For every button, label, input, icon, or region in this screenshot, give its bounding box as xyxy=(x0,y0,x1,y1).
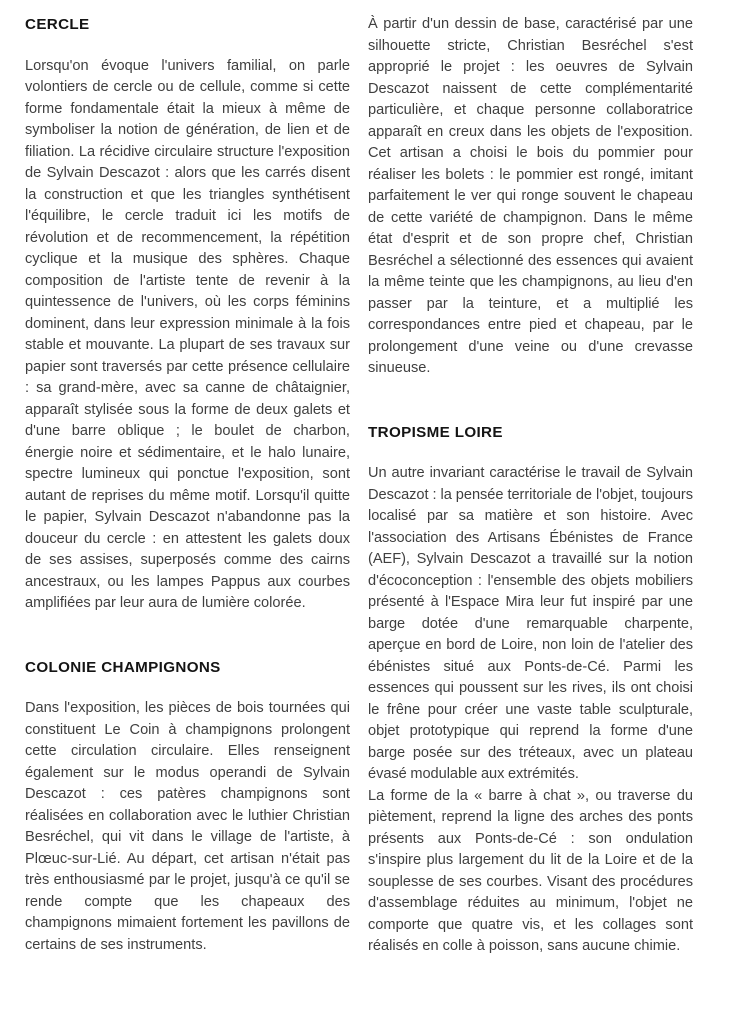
paragraph-cercle: Lorsqu'on évoque l'univers familial, on parle volontiers de cercle ou de cellule, comme si cette forme fondamentale était la mieux à même de symboliser la notion de génération, de lien et de filiation. La récidive circulaire structure l'exposition de Sylvain Descazot : alors que les carrés disent la construction et que les triangles synthétisent l'équilibre, le cercle traduit ici les motifs de révolution et de recommencement, la répétition cyclique et la musique des sphères. Chaque composition de l'artiste tente de revenir à la quintessence de l'univers, où les corps féminins dominent, dans leur expression minimale à la fois stable et mouvante. La plupart de ses travaux sur papier sont traversés par cette présence cellulaire : sa grand-mère, avec sa canne de châtaignier, apparaît stylisée sous la forme de deux galets et d'une barre oblique ; le boulet de charbon, énergie noire et sédimentaire, et le halo lunaire, spectre lumineux qui ponctue l'exposition, sont autant de reprises du même motif. Lorsqu'il quitte le papier, Sylvain Descazot n'abandonne pas la douceur du cercle : en attestent les galets doux de ses assises, superposés comme des cairns ancestraux, ou les lampes Pappus aux courbes amplifiées par leur aura de lumière colorée. xyxy=(25,57,350,611)
left-column xyxy=(25,14,350,956)
spacer xyxy=(25,678,350,698)
spacer xyxy=(368,443,693,463)
section-heading-tropisme-loire: TROPISME LOIRE xyxy=(368,423,503,441)
section-heading-colonie-champignons: COLONIE CHAMPIGNONS xyxy=(25,658,221,676)
paragraph-tropisme-loire-2: La forme de la « barre à chat », ou traverse du piètement, reprend la ligne des arches des ponts présents aux Ponts-de-Cé : son ondulation s'inspire plus largement du lit de la Loire et de la souplesse de ses courbes. Visant des procédures d'assemblage réduites au minimum, l'objet ne comporte que quatre vis, et les collages sont réalisés en colle à poisson, sans aucune chimie. xyxy=(368,787,693,954)
spacer xyxy=(25,36,350,56)
paragraph-tropisme-loire-1: Un autre invariant caractérise le travail de Sylvain Descazot : la pensée territoriale de l'objet, toujours localisé par sa matière et son histoire. Avec l'association des Artisans Ébénistes de France (AEF), Sylvain Descazot a travaillé sur la notion d'écoconception : l'ensemble des objets mobiliers présenté à l'Espace Mira leur fut inspiré par une barge dotée d'une remarquable charpente, aperçue en bord de Loire, non loin de l'atelier des ébénistes situé aux Ponts-de-Cé. Parmi les essences qui poussent sur les rives, ils ont choisi le frêne pour créer une vaste table sculpturale, objet prototypique qui reprend la forme d'une barge posée sur des tréteaux, avec un plateau évasé modulable aux extrémités. xyxy=(368,465,693,782)
spacer xyxy=(368,380,693,422)
right-column xyxy=(368,14,693,958)
paragraph-besrechel-continuation: À partir d'un dessin de base, caractérisé par une silhouette stricte, Christian Besréchel s'est approprié le projet : les oeuvres de Sylvain Descazot naissent de cette complémentarité particulière, et chaque personne collaboratrice apparaît en creux dans les objets de l'exposition. Cet artisan a choisi le bois du pommier pour réaliser les bolets : le pommier est rongé, imitant parfaitement le ver qui ronge souvent le chapeau de cette variété de champignon. Dans le même état d'esprit et de son propre chef, Christian Besréchel a sélectionné des essences qui avaient la même teinte que les champignons, au lieu d'en passer par la teinture, et a multiplié les correspondances entre pied et chapeau, par le prolongement d'une veine ou d'une crevasse sinueuse. xyxy=(368,16,693,376)
section-heading-cercle: CERCLE xyxy=(25,16,90,33)
paragraph-colonie-champignons: Dans l'exposition, les pièces de bois tournées qui constituent Le Coin à champignons prolongent cette circulation circulaire. Elles renseignent également sur le modus operandi de Sylvain Descazot : ces patères champignons sont réalisées en collaboration avec le luthier Christian Besréchel, qui vit dans le village de l'artiste, à Plœuc-sur-Lié. Au départ, cet artisan n'était pas très enthousiasmé par le projet, jusqu'à ce qu'il se rende compte que les chapeaux des champignons mimaient fortement les pavillons de certains de ses instruments. xyxy=(25,700,350,953)
spacer xyxy=(25,615,350,657)
